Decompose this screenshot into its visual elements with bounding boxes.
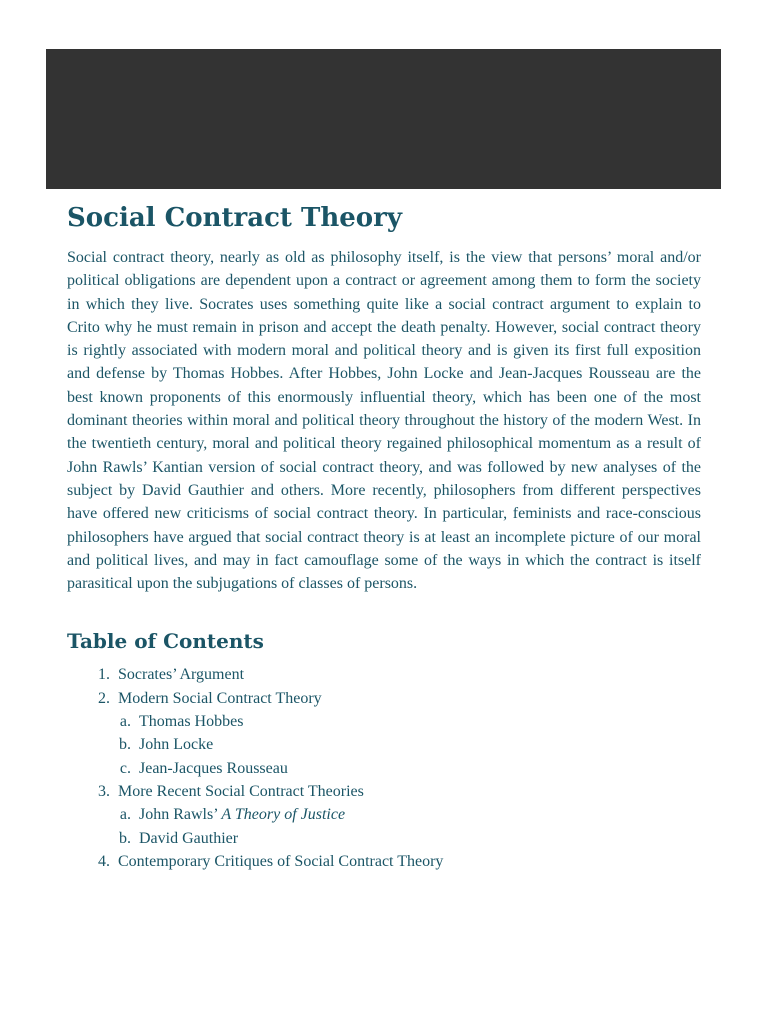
page-title: Social Contract Theory (67, 203, 402, 233)
toc-number: 2. (98, 689, 110, 707)
toc-item-critiques[interactable] (67, 850, 701, 873)
toc-label[interactable]: Contemporary Critiques of Social Contract Theory (118, 852, 444, 870)
toc-subitem-hobbes[interactable] (118, 710, 701, 733)
toc-number: a. (119, 806, 131, 824)
toc-label[interactable]: David Gauthier (139, 829, 239, 847)
toc-subitem-rousseau[interactable] (118, 757, 701, 780)
toc-sublist (118, 710, 701, 780)
toc-number: b. (119, 829, 131, 847)
toc-label[interactable]: Thomas Hobbes (139, 713, 244, 731)
toc-number: c. (119, 759, 131, 777)
toc-subitem-gauthier[interactable] (118, 827, 701, 850)
toc-number: 3. (98, 782, 110, 800)
toc-item-modern[interactable] (67, 687, 701, 780)
header-banner (46, 49, 721, 189)
toc-heading: Table of Contents (67, 629, 264, 654)
toc-label[interactable]: Socrates’ Argument (118, 666, 245, 684)
toc-label[interactable]: More Recent Social Contract Theories (118, 782, 364, 800)
toc-sublist (118, 803, 701, 850)
intro-paragraph: Social contract theory, nearly as old as philosophy itself, is the view that persons’ moral and/or political obligations are dependent upon a contract or agreement among them to form the society in which they live. Socrates uses something quite like a social contract argument to explain to Crito why he must remain in prison and accept the death penalty. However, social contract theory is rightly associated with modern moral and political theory and is given its first full exposition and defense by Thomas Hobbes. After Hobbes, John Locke and Jean-Jacques Rousseau are the best known proponents of this enormously influential theory, which has been one of the most dominant theories within moral and political theory throughout the history of the modern West. In the twentieth century, moral and political theory regained philosophical momentum as a result of John Rawls’ Kantian version of social contract theory, and was followed by new analyses of the subject by David Gauthier and others. More recently, philosophers from different perspectives have offered new criticisms of social contract theory. In particular, feminists and race-conscious philosophers have argued that social contract theory is at least an incomplete picture of our moral and political lives, and may in fact camouflage some of the ways in which the contract is itself parasitical upon the subjugations of classes of persons. (67, 249, 701, 593)
toc-label[interactable]: Jean-Jacques Rousseau (139, 759, 288, 777)
toc-number: a. (119, 713, 131, 731)
toc-label[interactable]: Modern Social Contract Theory (118, 689, 322, 707)
toc-item-socrates[interactable] (67, 663, 701, 686)
toc-number: b. (119, 736, 131, 754)
toc-item-recent[interactable] (67, 780, 701, 850)
toc-subitem-rawls[interactable] (118, 803, 701, 826)
toc-number: 4. (98, 852, 110, 870)
toc-label[interactable]: John Rawls’ (139, 806, 222, 824)
toc-number: 1. (98, 666, 110, 684)
toc-label[interactable]: John Locke (139, 736, 214, 754)
toc-subitem-locke[interactable] (118, 733, 701, 756)
toc-label-italic[interactable]: A Theory of Justice (221, 806, 346, 824)
article (67, 196, 701, 873)
table-of-contents (67, 663, 701, 873)
